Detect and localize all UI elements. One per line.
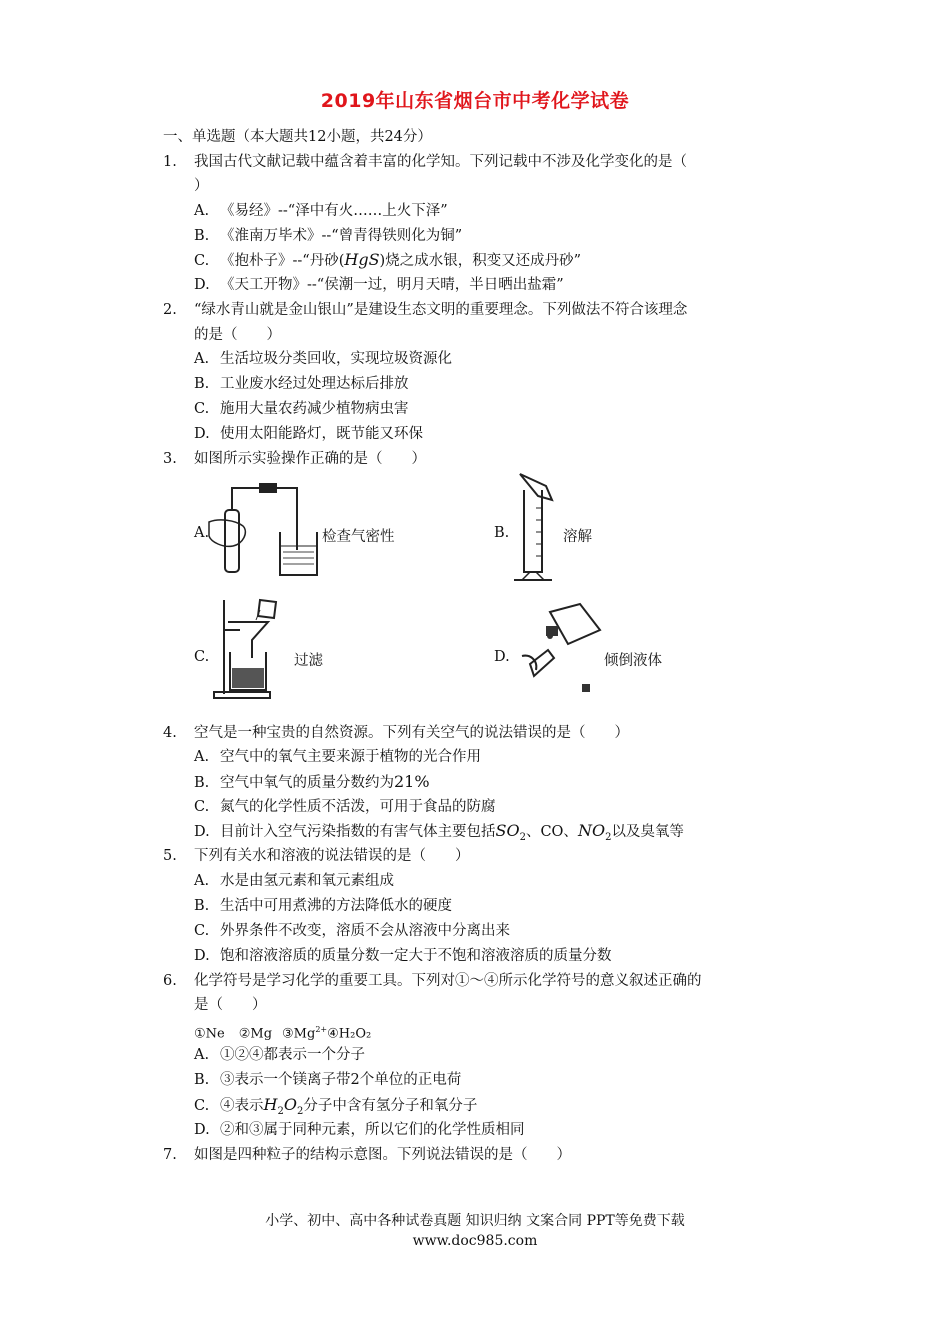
question-3-text: 如图所示实验操作正确的是（ ）	[194, 451, 426, 467]
percent-value: 21%	[394, 772, 430, 791]
formula-hgs: HgS	[344, 250, 380, 269]
option-label: A.	[194, 1047, 210, 1063]
question-5-option-d	[194, 946, 612, 966]
question-6-text-cont: 是（ ）	[194, 997, 267, 1013]
question-6-text: 化学符号是学习化学的重要工具。下列对①～④所示化学符号的意义叙述正确的	[194, 973, 702, 989]
question-6-number: 6.	[163, 973, 177, 989]
figure-c-label: C.	[194, 649, 210, 665]
symbol-h2o2: ④H₂O₂	[327, 1026, 372, 1042]
option-text: ④表示	[220, 1098, 264, 1114]
question-1-option-b	[194, 226, 462, 246]
symbol-mg: ②Mg	[238, 1026, 273, 1042]
question-6-option-c	[194, 1095, 477, 1122]
option-text: 空气中的氧气主要来源于植物的光合作用	[220, 749, 481, 765]
figure-d-label: D.	[494, 649, 510, 665]
question-1-text-cont: ）	[194, 178, 209, 194]
option-label: C.	[194, 253, 210, 269]
question-7-text: 如图是四种粒子的结构示意图。下列说法错误的是（ ）	[194, 1147, 571, 1163]
option-text: 使用太阳能路灯，既节能又环保	[220, 426, 423, 442]
option-text: 空气中氧气的质量分数约为	[220, 775, 394, 791]
subscript: 2	[605, 831, 612, 843]
question-1-number: 1.	[163, 154, 177, 170]
option-text: 氮气的化学性质不活泼，可用于食品的防腐	[220, 799, 496, 815]
option-text: 《抱朴子》--“丹砂(	[220, 253, 345, 269]
option-label: B.	[194, 898, 210, 914]
question-4-option-b	[194, 772, 430, 793]
question-2-option-a	[194, 349, 452, 369]
question-2-option-b	[194, 374, 409, 394]
question-4-option-a	[194, 747, 481, 767]
option-text: 水是由氢元素和氧元素组成	[220, 873, 394, 889]
option-label: B.	[194, 228, 210, 244]
formula-no: NO	[577, 821, 606, 840]
option-text: 工业废水经过处理达标后排放	[220, 376, 409, 392]
formula-so: SO	[495, 821, 520, 840]
question-3-number: 3.	[163, 451, 177, 467]
question-5-option-c	[194, 921, 510, 941]
option-label: C.	[194, 923, 210, 939]
option-label: B.	[194, 775, 210, 791]
option-text-mid: 、CO、	[525, 824, 578, 840]
question-7-number: 7.	[163, 1147, 177, 1163]
option-label: D.	[194, 1122, 210, 1138]
question-2-option-c	[194, 399, 409, 419]
figure-b-label: B.	[494, 525, 510, 541]
option-text: 生活中可用煮沸的方法降低水的硬度	[220, 898, 452, 914]
figure-d-caption: 倾倒液体	[604, 653, 662, 669]
formula-h: H	[263, 1095, 278, 1114]
option-text: ②和③属于同种元素，所以它们的化学性质相同	[220, 1122, 525, 1138]
option-text: 目前计入空气污染指数的有害气体主要包括	[220, 824, 496, 840]
question-6-option-a	[194, 1045, 365, 1065]
option-label: B.	[194, 376, 210, 392]
option-label: A.	[194, 351, 210, 367]
question-5-option-a	[194, 871, 394, 891]
question-2-number: 2.	[163, 302, 177, 318]
question-4-option-d	[194, 821, 684, 848]
option-text-end: )烧之成水银，积变又还成丹砂”	[379, 253, 582, 269]
option-text-end: 以及臭氧等	[611, 824, 684, 840]
option-text: 《天工开物》--“侯潮一过，明月天晴，半日晒出盐霜”	[220, 277, 564, 293]
option-label: B.	[194, 1072, 210, 1088]
question-1-option-d	[194, 275, 564, 295]
question-2-text-cont: 的是（ ）	[194, 327, 281, 343]
option-text: 《易经》--“泽中有火……上火下泽”	[220, 203, 448, 219]
option-label: A.	[194, 873, 210, 889]
option-label: D.	[194, 277, 210, 293]
option-text: ③表示一个镁离子带2个单位的正电荷	[220, 1072, 462, 1088]
figure-c-caption: 过滤	[294, 653, 323, 669]
option-text: 生活垃圾分类回收，实现垃圾资源化	[220, 351, 452, 367]
symbol-ne: ①Ne	[194, 1026, 225, 1042]
question-4-option-c	[194, 797, 496, 817]
question-2-text: “绿水青山就是金山银山”是建设生态文明的重要理念。下列做法不符合该理念	[194, 302, 688, 318]
question-4-text: 空气是一种宝贵的自然资源。下列有关空气的说法错误的是（ ）	[194, 725, 629, 741]
option-text: 《淮南万毕术》--“曾青得铁则化为铜”	[220, 228, 463, 244]
option-text-end: 分子中含有氢分子和氧分子	[303, 1098, 478, 1114]
page-title: 2019年山东省烟台市中考化学试卷	[320, 90, 630, 112]
option-label: C.	[194, 799, 210, 815]
option-text: 饱和溶液溶质的质量分数一定大于不饱和溶液溶质的质量分数	[220, 948, 612, 964]
footer-website: www.doc985.com	[412, 1233, 538, 1249]
subscript: 2	[519, 831, 526, 843]
option-label: D.	[194, 426, 210, 442]
filtration-figure	[210, 596, 290, 700]
option-label: D.	[194, 948, 210, 964]
question-6-option-b	[194, 1070, 461, 1090]
pouring-liquid-figure	[520, 600, 604, 700]
airtightness-check-figure	[205, 480, 321, 580]
figure-a-label: A.	[194, 525, 210, 541]
option-label: A.	[194, 203, 210, 219]
option-label: C.	[194, 401, 210, 417]
option-text: ①②④都表示一个分子	[220, 1047, 365, 1063]
dissolving-figure	[512, 472, 562, 584]
option-label: D.	[194, 824, 210, 840]
figure-a-caption: 检查气密性	[322, 529, 395, 545]
question-1-option-a	[194, 201, 448, 221]
question-6-option-d	[194, 1120, 525, 1140]
question-5-option-b	[194, 896, 452, 916]
symbol-mg-ion: ③Mg	[282, 1026, 316, 1042]
question-5-text: 下列有关水和溶液的说法错误的是（ ）	[194, 848, 470, 864]
footer-promo-text: 小学、初中、高中各种试卷真题 知识归纳 文案合同 PPT等免费下载	[265, 1213, 685, 1229]
question-2-option-d	[194, 424, 423, 444]
subscript: 2	[277, 1105, 284, 1117]
option-text: 施用大量农药减少植物病虫害	[220, 401, 409, 417]
charge-superscript: 2+	[315, 1025, 328, 1034]
subscript: 2	[296, 1105, 304, 1117]
formula-o: O	[283, 1095, 297, 1114]
question-5-number: 5.	[163, 848, 177, 864]
question-4-number: 4.	[163, 725, 177, 741]
figure-b-caption: 溶解	[563, 529, 592, 545]
question-1-option-c	[194, 250, 581, 271]
option-text: 外界条件不改变，溶质不会从溶液中分离出来	[220, 923, 510, 939]
option-label: C.	[194, 1098, 210, 1114]
section-heading: 一、单选题（本大题共12小题，共24分）	[163, 129, 432, 145]
question-1-text: 我国古代文献记载中蕴含着丰富的化学知。下列记载中不涉及化学变化的是（	[194, 154, 687, 170]
option-label: A.	[194, 749, 210, 765]
question-6-symbols	[194, 1020, 371, 1044]
